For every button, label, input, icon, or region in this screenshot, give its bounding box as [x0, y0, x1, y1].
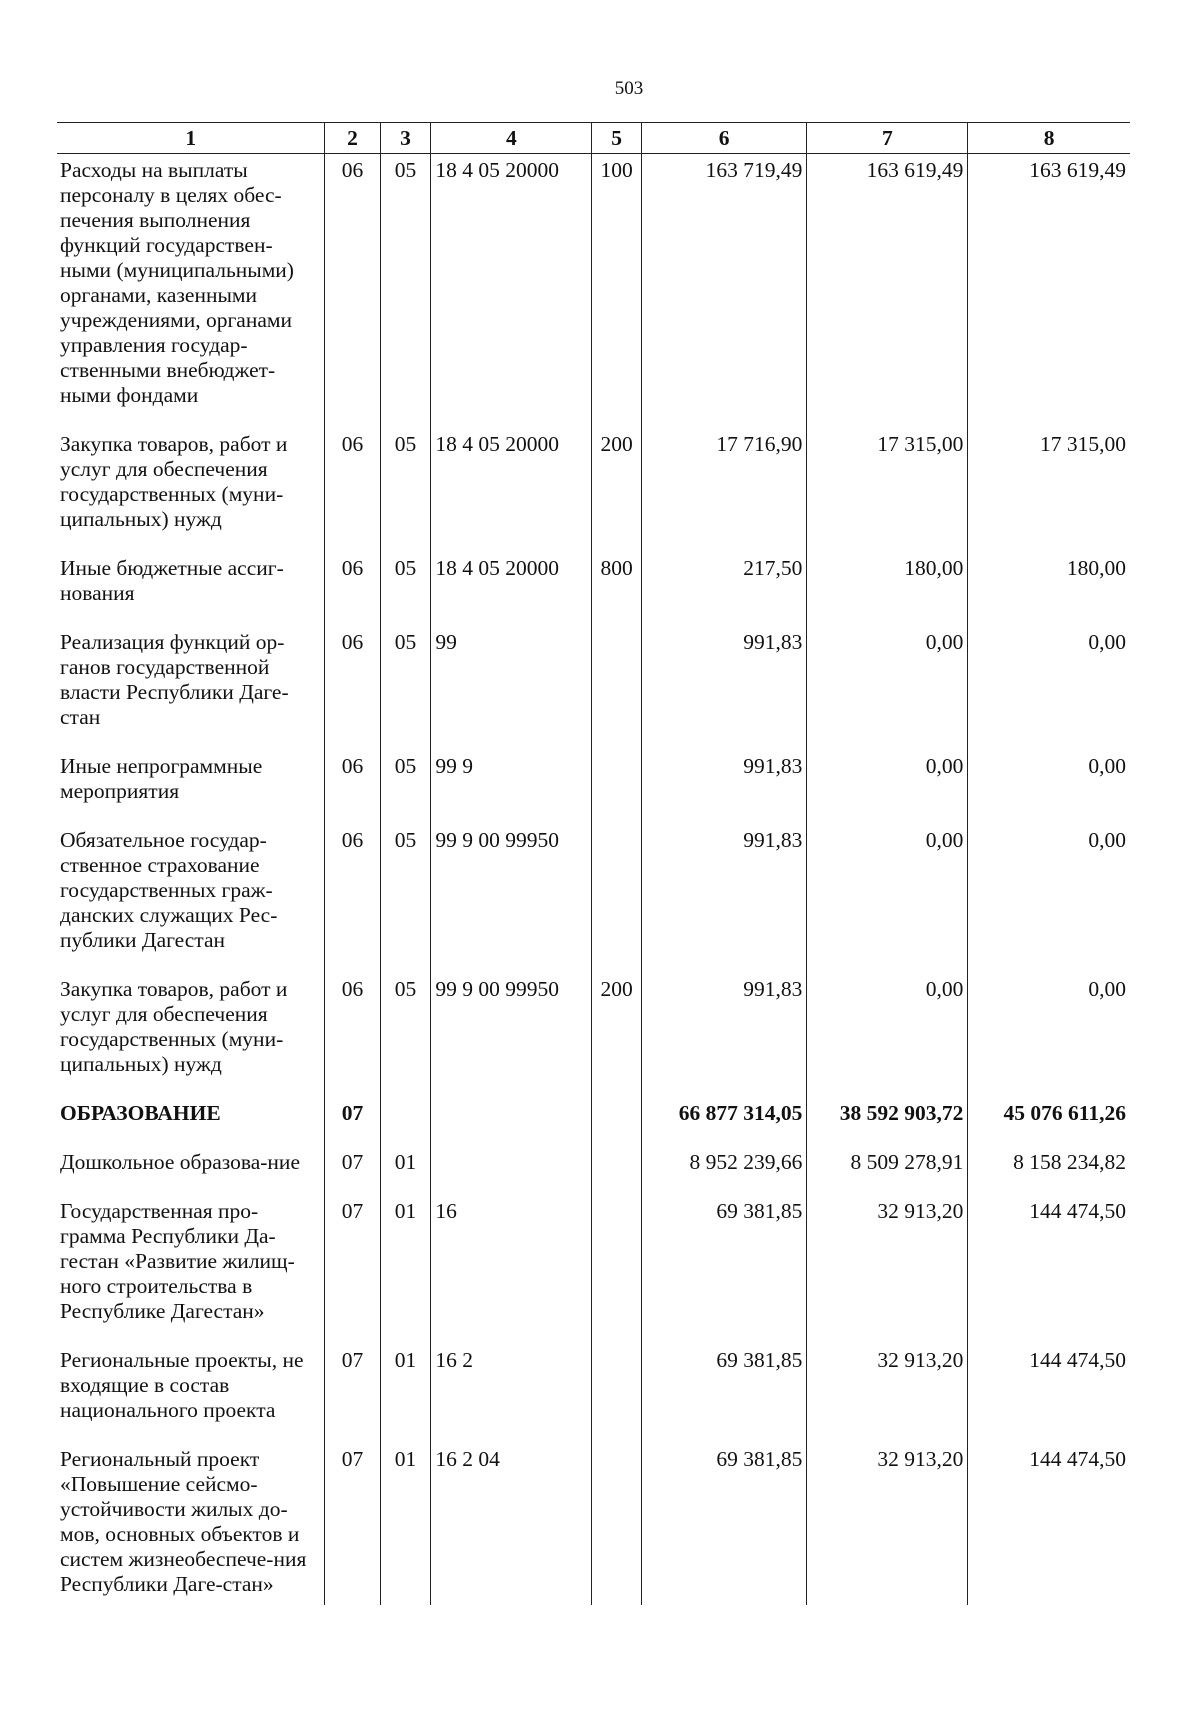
amount-col6-cell: 8 952 239,66	[641, 1146, 806, 1195]
expense-type-cell	[592, 750, 642, 824]
expense-name-cell: Иные бюджетные ассиг-нования	[60, 556, 284, 605]
target-article-cell	[431, 1146, 592, 1195]
target-article-cell: 99 9 00 99950	[431, 824, 592, 973]
target-article-cell	[431, 1097, 592, 1146]
amount-col7-cell: 163 619,49	[807, 154, 968, 429]
amount-col8-cell: 0,00	[968, 750, 1130, 824]
section-code-cell: 07	[325, 1443, 380, 1605]
expense-name-cell: Государственная про-грамма Республики Да-гестан «Развитие жилищ-ного строительства в Республике Дагестан»	[60, 1199, 295, 1323]
table-row	[57, 1097, 1130, 1146]
subsection-code-cell: 01	[380, 1344, 431, 1443]
amount-col6-cell: 991,83	[641, 824, 806, 973]
table-row	[57, 626, 1130, 750]
section-code-cell: 06	[325, 824, 380, 973]
expense-type-cell	[592, 1443, 642, 1605]
column-header-8: 8	[968, 123, 1130, 154]
section-code-cell: 06	[325, 552, 380, 626]
subsection-code-cell: 05	[380, 973, 431, 1097]
table-header-row	[57, 123, 1130, 154]
subsection-code-cell: 01	[380, 1195, 431, 1344]
expense-name-cell: Реализация функций ор-ганов государственной власти Республики Даге-стан	[60, 630, 289, 729]
expense-type-cell	[592, 824, 642, 973]
subsection-code-cell	[380, 1097, 431, 1146]
amount-col6-cell: 991,83	[641, 626, 806, 750]
expense-name-cell: Региональные проекты, не входящие в состав национального проекта	[60, 1348, 304, 1422]
amount-col8-cell: 180,00	[968, 552, 1130, 626]
table-row	[57, 1146, 1130, 1195]
expense-type-cell: 200	[592, 973, 642, 1097]
amount-col6-cell: 163 719,49	[641, 154, 806, 429]
section-code-cell: 07	[325, 1097, 380, 1146]
expense-name-cell: Закупка товаров, работ и услуг для обеспечения государственных (муни-ципальных) нужд	[60, 977, 288, 1076]
expense-name-cell: Обязательное государ-ственное страхование государственных граж-данских служащих Рес-публики Дагестан	[60, 828, 278, 952]
subsection-code-cell: 05	[380, 552, 431, 626]
amount-col7-cell: 38 592 903,72	[807, 1097, 968, 1146]
table-row	[57, 428, 1130, 552]
column-header-6: 6	[641, 123, 806, 154]
target-article-cell: 99	[431, 626, 592, 750]
column-header-5: 5	[592, 123, 642, 154]
amount-col8-cell: 8 158 234,82	[968, 1146, 1130, 1195]
amount-col6-cell: 991,83	[641, 973, 806, 1097]
column-header-7: 7	[807, 123, 968, 154]
amount-col7-cell: 0,00	[807, 824, 968, 973]
amount-col8-cell: 163 619,49	[968, 154, 1130, 429]
amount-col7-cell: 180,00	[807, 552, 968, 626]
expense-type-cell	[592, 1344, 642, 1443]
expense-type-cell: 800	[592, 552, 642, 626]
expense-type-cell	[592, 1195, 642, 1344]
amount-col7-cell: 32 913,20	[807, 1344, 968, 1443]
amount-col6-cell: 17 716,90	[641, 428, 806, 552]
amount-col8-cell: 144 474,50	[968, 1443, 1130, 1605]
subsection-code-cell: 05	[380, 824, 431, 973]
amount-col6-cell: 69 381,85	[641, 1443, 806, 1605]
subsection-code-cell: 05	[380, 750, 431, 824]
target-article-cell: 16 2 04	[431, 1443, 592, 1605]
target-article-cell: 16	[431, 1195, 592, 1344]
subsection-code-cell: 05	[380, 626, 431, 750]
subsection-code-cell: 01	[380, 1146, 431, 1195]
column-header-4: 4	[431, 123, 592, 154]
expense-type-cell: 200	[592, 428, 642, 552]
amount-col7-cell: 32 913,20	[807, 1443, 968, 1605]
amount-col8-cell: 144 474,50	[968, 1344, 1130, 1443]
expense-name-cell: Расходы на выплаты персоналу в целях обес-печения выполнения функций государствен-ными (муниципальными) органами, казенными учреждениями, органами управления государ-ственными внебюджет-ными фондами	[60, 158, 294, 407]
subsection-code-cell: 05	[380, 154, 431, 429]
expense-name-cell: Региональный проект «Повышение сейсмо-устойчивости жилых до-мов, основных объектов и систем жизнеобеспече-ния Республики Даге-стан»	[60, 1447, 307, 1596]
section-code-cell: 06	[325, 626, 380, 750]
amount-col6-cell: 69 381,85	[641, 1344, 806, 1443]
expense-type-cell	[592, 626, 642, 750]
expense-name-cell: Дошкольное образова-ние	[60, 1150, 300, 1174]
section-code-cell: 07	[325, 1195, 380, 1344]
target-article-cell: 99 9 00 99950	[431, 973, 592, 1097]
amount-col8-cell: 17 315,00	[968, 428, 1130, 552]
amount-col7-cell: 0,00	[807, 626, 968, 750]
expense-type-cell	[592, 1097, 642, 1146]
table-row	[57, 750, 1130, 824]
target-article-cell: 18 4 05 20000	[431, 552, 592, 626]
section-code-cell: 06	[325, 428, 380, 552]
section-code-cell: 07	[325, 1146, 380, 1195]
amount-col6-cell: 991,83	[641, 750, 806, 824]
table-row	[57, 1195, 1130, 1344]
expense-name-cell: Закупка товаров, работ и услуг для обеспечения государственных (муни-ципальных) нужд	[60, 432, 288, 531]
column-header-3: 3	[380, 123, 431, 154]
page-number: 503	[614, 78, 644, 99]
target-article-cell: 99 9	[431, 750, 592, 824]
amount-col7-cell: 32 913,20	[807, 1195, 968, 1344]
amount-col6-cell: 217,50	[641, 552, 806, 626]
expense-name-cell: Иные непрограммные мероприятия	[60, 754, 263, 803]
expense-name-cell: ОБРАЗОВАНИЕ	[60, 1101, 221, 1125]
table-row	[57, 973, 1130, 1097]
expense-type-cell	[592, 1146, 642, 1195]
amount-col7-cell: 0,00	[807, 750, 968, 824]
table-row	[57, 552, 1130, 626]
table-body	[57, 154, 1130, 1606]
budget-table	[57, 122, 1130, 1605]
amount-col8-cell: 0,00	[968, 626, 1130, 750]
column-header-2: 2	[325, 123, 380, 154]
amount-col7-cell: 8 509 278,91	[807, 1146, 968, 1195]
amount-col8-cell: 0,00	[968, 973, 1130, 1097]
expense-type-cell: 100	[592, 154, 642, 429]
amount-col7-cell: 0,00	[807, 973, 968, 1097]
section-code-cell: 06	[325, 750, 380, 824]
subsection-code-cell: 01	[380, 1443, 431, 1605]
amount-col6-cell: 69 381,85	[641, 1195, 806, 1344]
table-row	[57, 154, 1130, 429]
target-article-cell: 18 4 05 20000	[431, 428, 592, 552]
table-row	[57, 1443, 1130, 1605]
amount-col7-cell: 17 315,00	[807, 428, 968, 552]
amount-col6-cell: 66 877 314,05	[641, 1097, 806, 1146]
table-row	[57, 1344, 1130, 1443]
subsection-code-cell: 05	[380, 428, 431, 552]
amount-col8-cell: 0,00	[968, 824, 1130, 973]
table-row	[57, 824, 1130, 973]
section-code-cell: 07	[325, 1344, 380, 1443]
amount-col8-cell: 45 076 611,26	[968, 1097, 1130, 1146]
target-article-cell: 16 2	[431, 1344, 592, 1443]
section-code-cell: 06	[325, 973, 380, 1097]
section-code-cell: 06	[325, 154, 380, 429]
column-header-1: 1	[57, 123, 325, 154]
target-article-cell: 18 4 05 20000	[431, 154, 592, 429]
amount-col8-cell: 144 474,50	[968, 1195, 1130, 1344]
